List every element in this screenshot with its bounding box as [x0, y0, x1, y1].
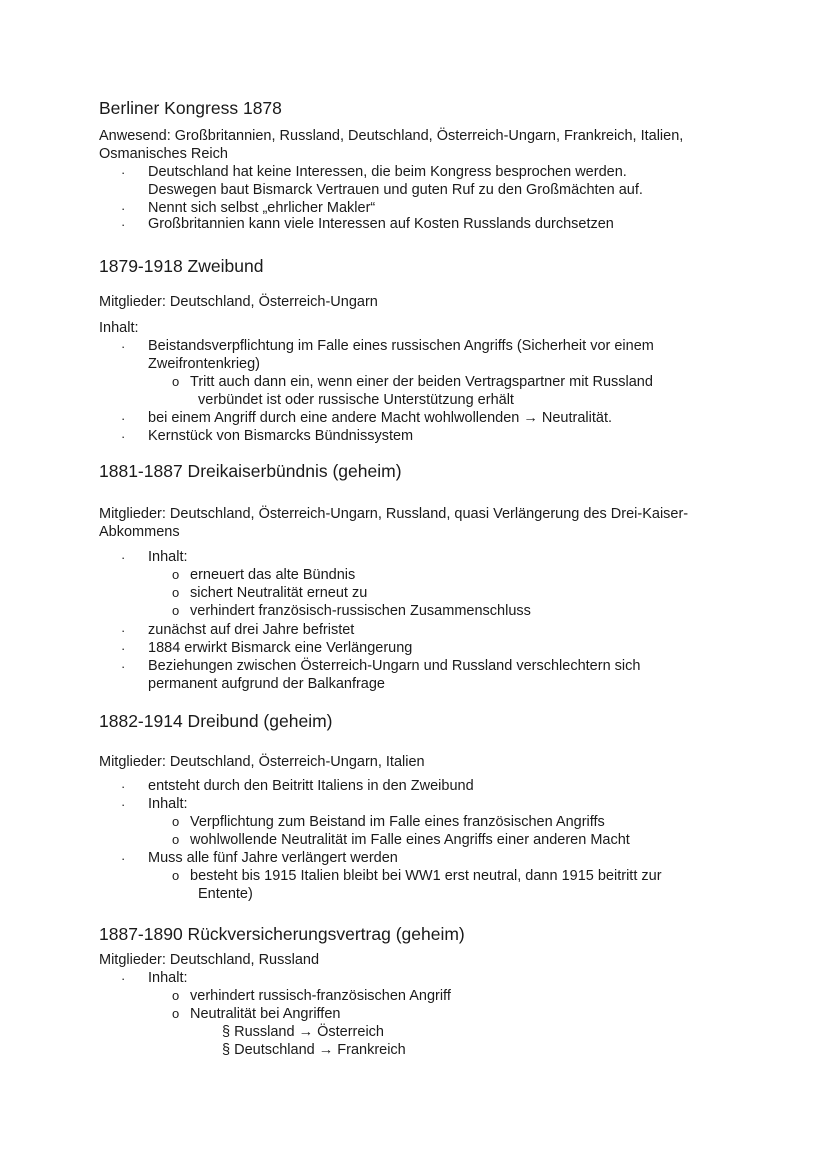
s4-sub-3-line-2: Entente): [198, 886, 253, 902]
s3-members-line-2: Abkommens: [99, 524, 180, 540]
s3-bullet-4-line-2: permanent aufgrund der Balkanfrage: [148, 676, 385, 692]
s2-bullet-3: Kernstück von Bismarcks Bündnissystem: [148, 428, 414, 444]
s2-sub-1-line-2: verbündet ist oder russische Unterstützung erhält: [198, 392, 514, 408]
s4-bullet-2: Inhalt:: [148, 796, 188, 812]
bullet-marker: ·: [121, 429, 126, 444]
section-heading-zweibund: 1879-1918 Zweibund: [99, 256, 264, 276]
circle-marker: o: [172, 603, 180, 618]
s4-bullet-3: Muss alle fünf Jahre verlängert werden: [148, 850, 398, 866]
bullet-marker: ·: [121, 411, 126, 426]
s1-bullet-2: Nennt sich selbst „ehrlicher Makler“: [148, 200, 376, 216]
s4-bullet-1: entsteht durch den Beitritt Italiens in den Zweibund: [148, 778, 474, 794]
s3-sub-2: sichert Neutralität erneut zu: [190, 585, 368, 601]
s5-bullet-1: Inhalt:: [148, 970, 188, 986]
s3-bullet-4-line-1: Beziehungen zwischen Österreich-Ungarn und Russland verschlechtern sich: [148, 658, 641, 674]
circle-marker: o: [172, 1006, 180, 1021]
s2-sub-1-line-1: Tritt auch dann ein, wenn einer der beiden Vertragspartner mit Russland: [190, 374, 653, 390]
bullet-marker: ·: [121, 779, 126, 794]
circle-marker: o: [172, 585, 180, 600]
circle-marker: o: [172, 868, 180, 883]
s5-section-2: § Deutschland → Frankreich: [222, 1042, 406, 1058]
s2-bullet-1-line-2: Zweifrontenkrieg): [148, 356, 261, 372]
section-heading-dreikaiserbuendnis: 1881-1887 Dreikaiserbündnis (geheim): [99, 461, 402, 481]
bullet-marker: ·: [121, 851, 126, 866]
section-heading-rueckversicherungsvertrag: 1887-1890 Rückversicherungsvertrag (geheim): [99, 924, 465, 944]
attendees-line-2: Osmanisches Reich: [99, 146, 228, 162]
bullet-marker: ·: [121, 659, 126, 674]
s5-members: Mitglieder: Deutschland, Russland: [99, 952, 320, 968]
s1-bullet-1-line-1: Deutschland hat keine Interessen, die beim Kongress besprochen werden.: [148, 164, 627, 180]
circle-marker: o: [172, 814, 180, 829]
circle-marker: o: [172, 374, 180, 389]
bullet-marker: ·: [121, 641, 126, 656]
bullet-marker: ·: [121, 550, 126, 565]
s1-bullet-3: Großbritannien kann viele Interessen auf Kosten Russlands durchsetzen: [148, 216, 614, 232]
attendees-line-1: Anwesend: Großbritannien, Russland, Deutschland, Österreich-Ungarn, Frankreich, Italien,: [99, 128, 684, 144]
bullet-marker: ·: [121, 623, 126, 638]
s2-bullet-1-line-1: Beistandsverpflichtung im Falle eines russischen Angriffs (Sicherheit vor einem: [148, 338, 654, 354]
s4-members: Mitglieder: Deutschland, Österreich-Ungarn, Italien: [99, 754, 425, 770]
s3-members-line-1: Mitglieder: Deutschland, Österreich-Ungarn, Russland, quasi Verlängerung des Drei-Kaiser-: [99, 506, 689, 522]
s2-members: Mitglieder: Deutschland, Österreich-Ungarn: [99, 294, 378, 310]
bullet-marker: ·: [121, 971, 126, 986]
s4-sub-1: Verpflichtung zum Beistand im Falle eines französischen Angriffs: [190, 814, 605, 830]
section-heading-dreibund: 1882-1914 Dreibund (geheim): [99, 711, 333, 731]
bullet-marker: ·: [121, 217, 126, 232]
circle-marker: o: [172, 567, 180, 582]
s5-sub-2: Neutralität bei Angriffen: [190, 1006, 341, 1022]
s5-sub-1: verhindert russisch-französischen Angriff: [190, 988, 451, 1004]
circle-marker: o: [172, 988, 180, 1003]
bullet-marker: ·: [121, 201, 126, 216]
s3-sub-3: verhindert französisch-russischen Zusammenschluss: [190, 603, 531, 619]
s2-content-label: Inhalt:: [99, 320, 139, 336]
s1-bullet-1-line-2: Deswegen baut Bismarck Vertrauen und guten Ruf zu den Großmächten auf.: [148, 182, 643, 198]
s3-sub-1: erneuert das alte Bündnis: [190, 567, 356, 583]
s3-bullet-2: zunächst auf drei Jahre befristet: [148, 622, 355, 638]
bullet-marker: ·: [121, 165, 126, 180]
s2-bullet-2: bei einem Angriff durch eine andere Macht wohlwollenden → Neutralität.: [148, 410, 612, 426]
s4-sub-2: wohlwollende Neutralität im Falle eines Angriffs einer anderen Macht: [190, 832, 630, 848]
s3-bullet-1: Inhalt:: [148, 549, 188, 565]
bullet-marker: ·: [121, 339, 126, 354]
bullet-marker: ·: [121, 797, 126, 812]
s4-sub-3-line-1: besteht bis 1915 Italien bleibt bei WW1 erst neutral, dann 1915 beitritt zur: [190, 868, 662, 884]
circle-marker: o: [172, 832, 180, 847]
s3-bullet-3: 1884 erwirkt Bismarck eine Verlängerung: [148, 640, 413, 656]
s5-section-1: § Russland → Österreich: [222, 1024, 384, 1040]
section-heading-berliner-kongress: Berliner Kongress 1878: [99, 98, 282, 118]
